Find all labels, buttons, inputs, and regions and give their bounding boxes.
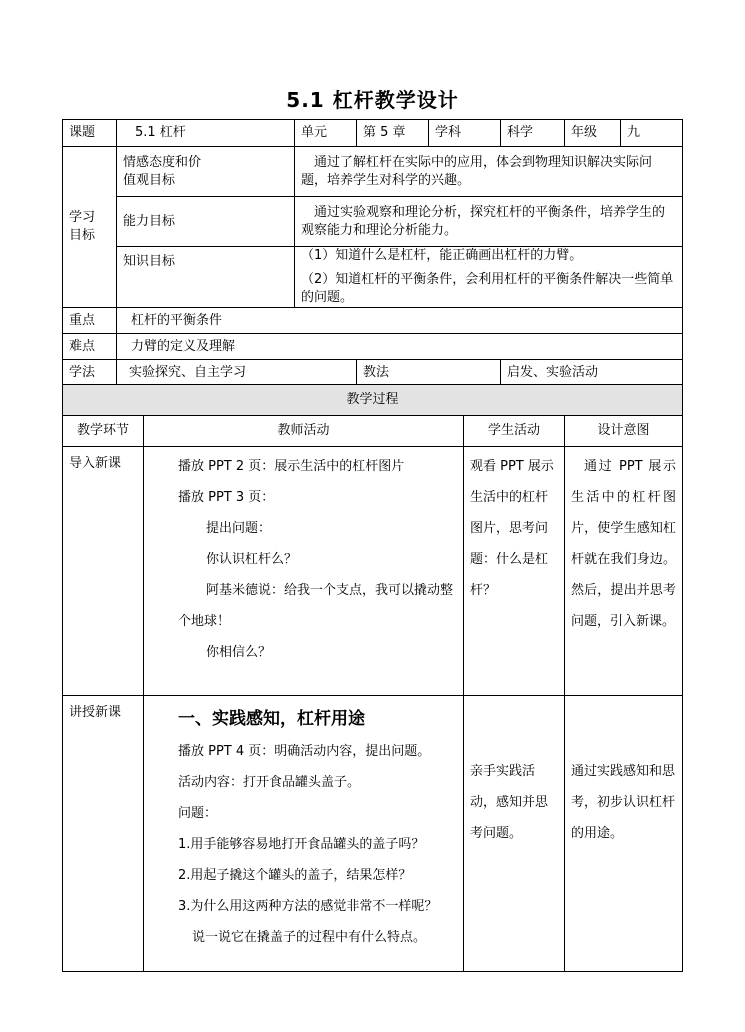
subject-label: 学科 bbox=[429, 120, 501, 147]
teacher-line: 2.用起子撬这个罐头的盖子，结果怎样？ bbox=[178, 868, 412, 883]
teacher-line: 活动内容：打开食品罐头盖子。 bbox=[178, 775, 361, 790]
teacher-line: 说一说它在撬盖子的过程中有什么特点。 bbox=[192, 930, 427, 945]
teacher-activity-new bbox=[144, 696, 464, 972]
knowledge-item-1: （1）知道什么是杠杆，能正确画出杠杆的力臂。 bbox=[301, 248, 583, 263]
goals-label bbox=[63, 147, 117, 308]
teacher-line: 播放 PPT 2 页：展示生活中的杠杆图片 bbox=[178, 459, 405, 474]
stage-new-lesson: 讲授新课 bbox=[63, 696, 144, 972]
student-activity-intro: 观看 PPT 展示生活中的杠杆图片，思考问题：什么是杠杆？ bbox=[464, 447, 565, 696]
section-heading: 一、实践感知，杠杆用途 bbox=[178, 709, 365, 729]
teacher-line: 阿基米德说：给我一个支点，我可以撬动整个地球！ bbox=[178, 583, 454, 629]
course-value: 5.1 杠杆 bbox=[117, 120, 295, 147]
knowledge-label: 知识目标 bbox=[117, 247, 295, 308]
emotion-label bbox=[117, 147, 295, 197]
design-intent-intro: 通过 PPT 展示生活中的杠杆图片，使学生感知杠杆就在我们身边。然后，提出并思考问题，引入新课。 bbox=[565, 447, 683, 696]
emotion-label-line1: 情感态度和价 bbox=[123, 154, 202, 170]
table-row bbox=[63, 696, 683, 972]
course-label: 课题 bbox=[63, 120, 117, 147]
teacher-line: 问题： bbox=[178, 806, 218, 821]
unit-label: 单元 bbox=[295, 120, 357, 147]
teach-method-label: 教法 bbox=[357, 360, 501, 386]
teacher-line: 你认识杠杆么？ bbox=[206, 552, 298, 567]
difficulty-label: 难点 bbox=[63, 334, 117, 360]
knowledge-text bbox=[295, 247, 683, 308]
teacher-line: 3.为什么用这两种方法的感觉非常不一样呢？ bbox=[178, 899, 438, 914]
stage-intro: 导入新课 bbox=[63, 447, 144, 696]
emotion-text: 通过了解杠杆在实际中的应用，体会到物理知识解决实际问题，培养学生对科学的兴趣。 bbox=[295, 147, 683, 197]
teacher-line: 1.用手能够容易地打开食品罐头的盖子吗？ bbox=[178, 837, 425, 852]
subject-value: 科学 bbox=[501, 120, 565, 147]
col-design: 设计意图 bbox=[565, 416, 683, 447]
study-method-label: 学法 bbox=[63, 360, 117, 386]
teacher-activity-intro bbox=[144, 447, 464, 696]
teacher-line: 提出问题： bbox=[206, 521, 272, 536]
col-student: 学生活动 bbox=[464, 416, 565, 447]
teach-method-value: 启发、实验活动 bbox=[501, 360, 683, 386]
process-header: 教学过程 bbox=[63, 385, 683, 416]
study-method-value: 实验探究、自主学习 bbox=[117, 360, 357, 386]
grade-value: 九 bbox=[621, 120, 683, 147]
goals-label-line2: 目标 bbox=[69, 228, 96, 243]
key-point-label: 重点 bbox=[63, 308, 117, 334]
teacher-line: 播放 PPT 4 页：明确活动内容，提出问题。 bbox=[178, 744, 431, 759]
grade-label: 年级 bbox=[565, 120, 621, 147]
goals-label-line1: 学习 bbox=[69, 210, 96, 225]
unit-value: 第 5 章 bbox=[357, 120, 429, 147]
student-activity-new: 亲手实践活动，感知并思考问题。 bbox=[464, 696, 565, 972]
table-row bbox=[63, 447, 683, 696]
teacher-line: 播放 PPT 3 页： bbox=[178, 490, 275, 505]
document-title: 5.1 杠杆教学设计 bbox=[286, 88, 459, 112]
design-intent-new: 通过实践感知和思考，初步认识杠杆的用途。 bbox=[565, 696, 683, 972]
info-table bbox=[62, 119, 683, 386]
key-point-value: 杠杆的平衡条件 bbox=[117, 308, 683, 334]
emotion-label-line2: 值观目标 bbox=[123, 172, 176, 188]
knowledge-item-2: （2）知道杠杆的平衡条件，会利用杠杆的平衡条件解决一些简单的问题。 bbox=[301, 272, 674, 305]
ability-text: 通过实验观察和理论分析，探究杠杆的平衡条件，培养学生的观察能力和理论分析能力。 bbox=[295, 197, 683, 247]
col-stage: 教学环节 bbox=[63, 416, 144, 447]
teacher-line: 你相信么？ bbox=[206, 645, 272, 660]
difficulty-value: 力臂的定义及理解 bbox=[117, 334, 683, 360]
col-teacher: 教师活动 bbox=[144, 416, 464, 447]
ability-label: 能力目标 bbox=[117, 197, 295, 247]
process-table bbox=[62, 384, 683, 972]
